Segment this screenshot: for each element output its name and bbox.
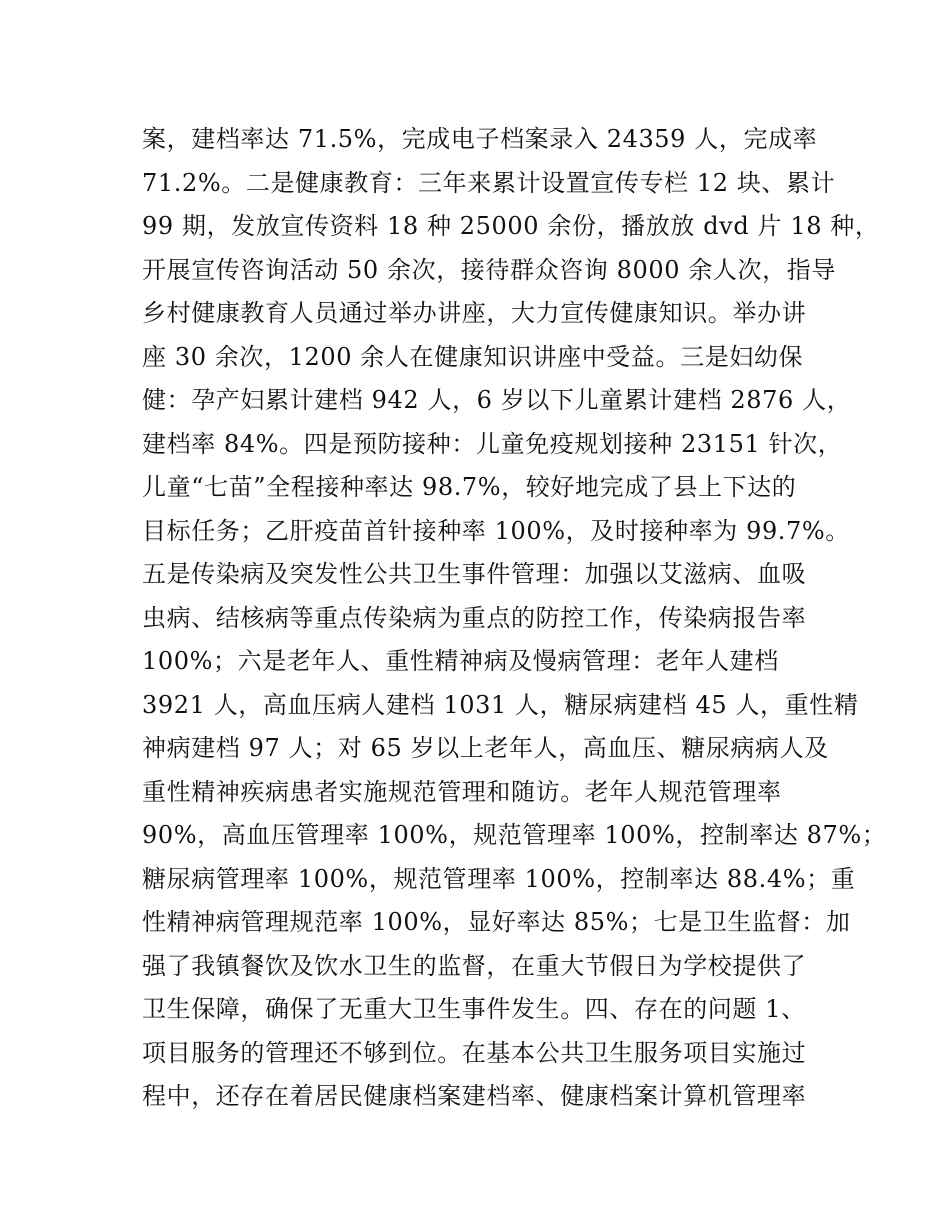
text-line: 71.2%。二是健康教育：三年来累计设置宣传专栏 12 块、累计: [142, 168, 836, 197]
text-line: 目标任务；乙肝疫苗首针接种率 100%，及时接种率为 99.7%。: [142, 516, 850, 545]
text-line: 重性精神疾病患者实施规范管理和随访。老年人规范管理率: [142, 777, 782, 806]
text-line: 糖尿病管理率 100%，规范管理率 100%，控制率达 88.4%；重: [142, 864, 856, 893]
text-line: 卫生保障，确保了无重大卫生事件发生。四、存在的问题 1、: [142, 995, 806, 1023]
text-line: 99 期，发放宣传资料 18 种 25000 余份，播放放 dvd 片 18 种，: [142, 212, 880, 240]
text-line: 100%；六是老年人、重性精神病及慢病管理：老年人建档: [142, 647, 779, 675]
text-line: 3921 人，高血压病人建档 1031 人，糖尿病建档 45 人，重性精: [142, 690, 859, 719]
text-line: 开展宣传咨询活动 50 余次，接待群众咨询 8000 余人次，指导: [142, 255, 836, 284]
text-line: 程中，还存在着居民健康档案建档率、健康档案计算机管理率: [142, 1082, 807, 1110]
text-line: 强了我镇餐饮及饮水卫生的监督，在重大节假日为学校提供了: [142, 951, 807, 980]
text-line: 乡村健康教育人员通过举办讲座，大力宣传健康知识。举办讲: [142, 299, 807, 327]
body-text: [142, 118, 887, 1119]
text-line: 神病建档 97 人；对 65 岁以上老年人，高血压、糖尿病病人及: [142, 734, 829, 762]
text-line: 五是传染病及突发性公共卫生事件管理：加强以艾滋病、血吸: [142, 560, 807, 588]
text-line: 虫病、结核病等重点传染病为重点的防控工作，传染病报告率: [142, 603, 807, 632]
text-line: 案，建档率达 71.5%，完成电子档案录入 24359 人，完成率: [142, 125, 818, 153]
text-line: 健：孕产妇累计建档 942 人，6 岁以下儿童累计建档 2876 人，: [142, 386, 852, 414]
text-line: 儿童“七苗”全程接种率达 98.7%，较好地完成了县上下达的: [142, 473, 797, 501]
text-line: 性精神病管理规范率 100%，显好率达 85%；七是卫生监督：加: [142, 908, 851, 936]
text-line: 座 30 余次，1200 余人在健康知识讲座中受益。三是妇幼保: [142, 342, 804, 371]
text-line: 90%，高血压管理率 100%，规范管理率 100%，控制率达 87%；: [142, 821, 887, 849]
text-line: 项目服务的管理还不够到位。在基本公共卫生服务项目实施过: [142, 1038, 807, 1067]
text-line: 建档率 84%。四是预防接种：儿童免疫规划接种 23151 针次，: [142, 429, 843, 458]
